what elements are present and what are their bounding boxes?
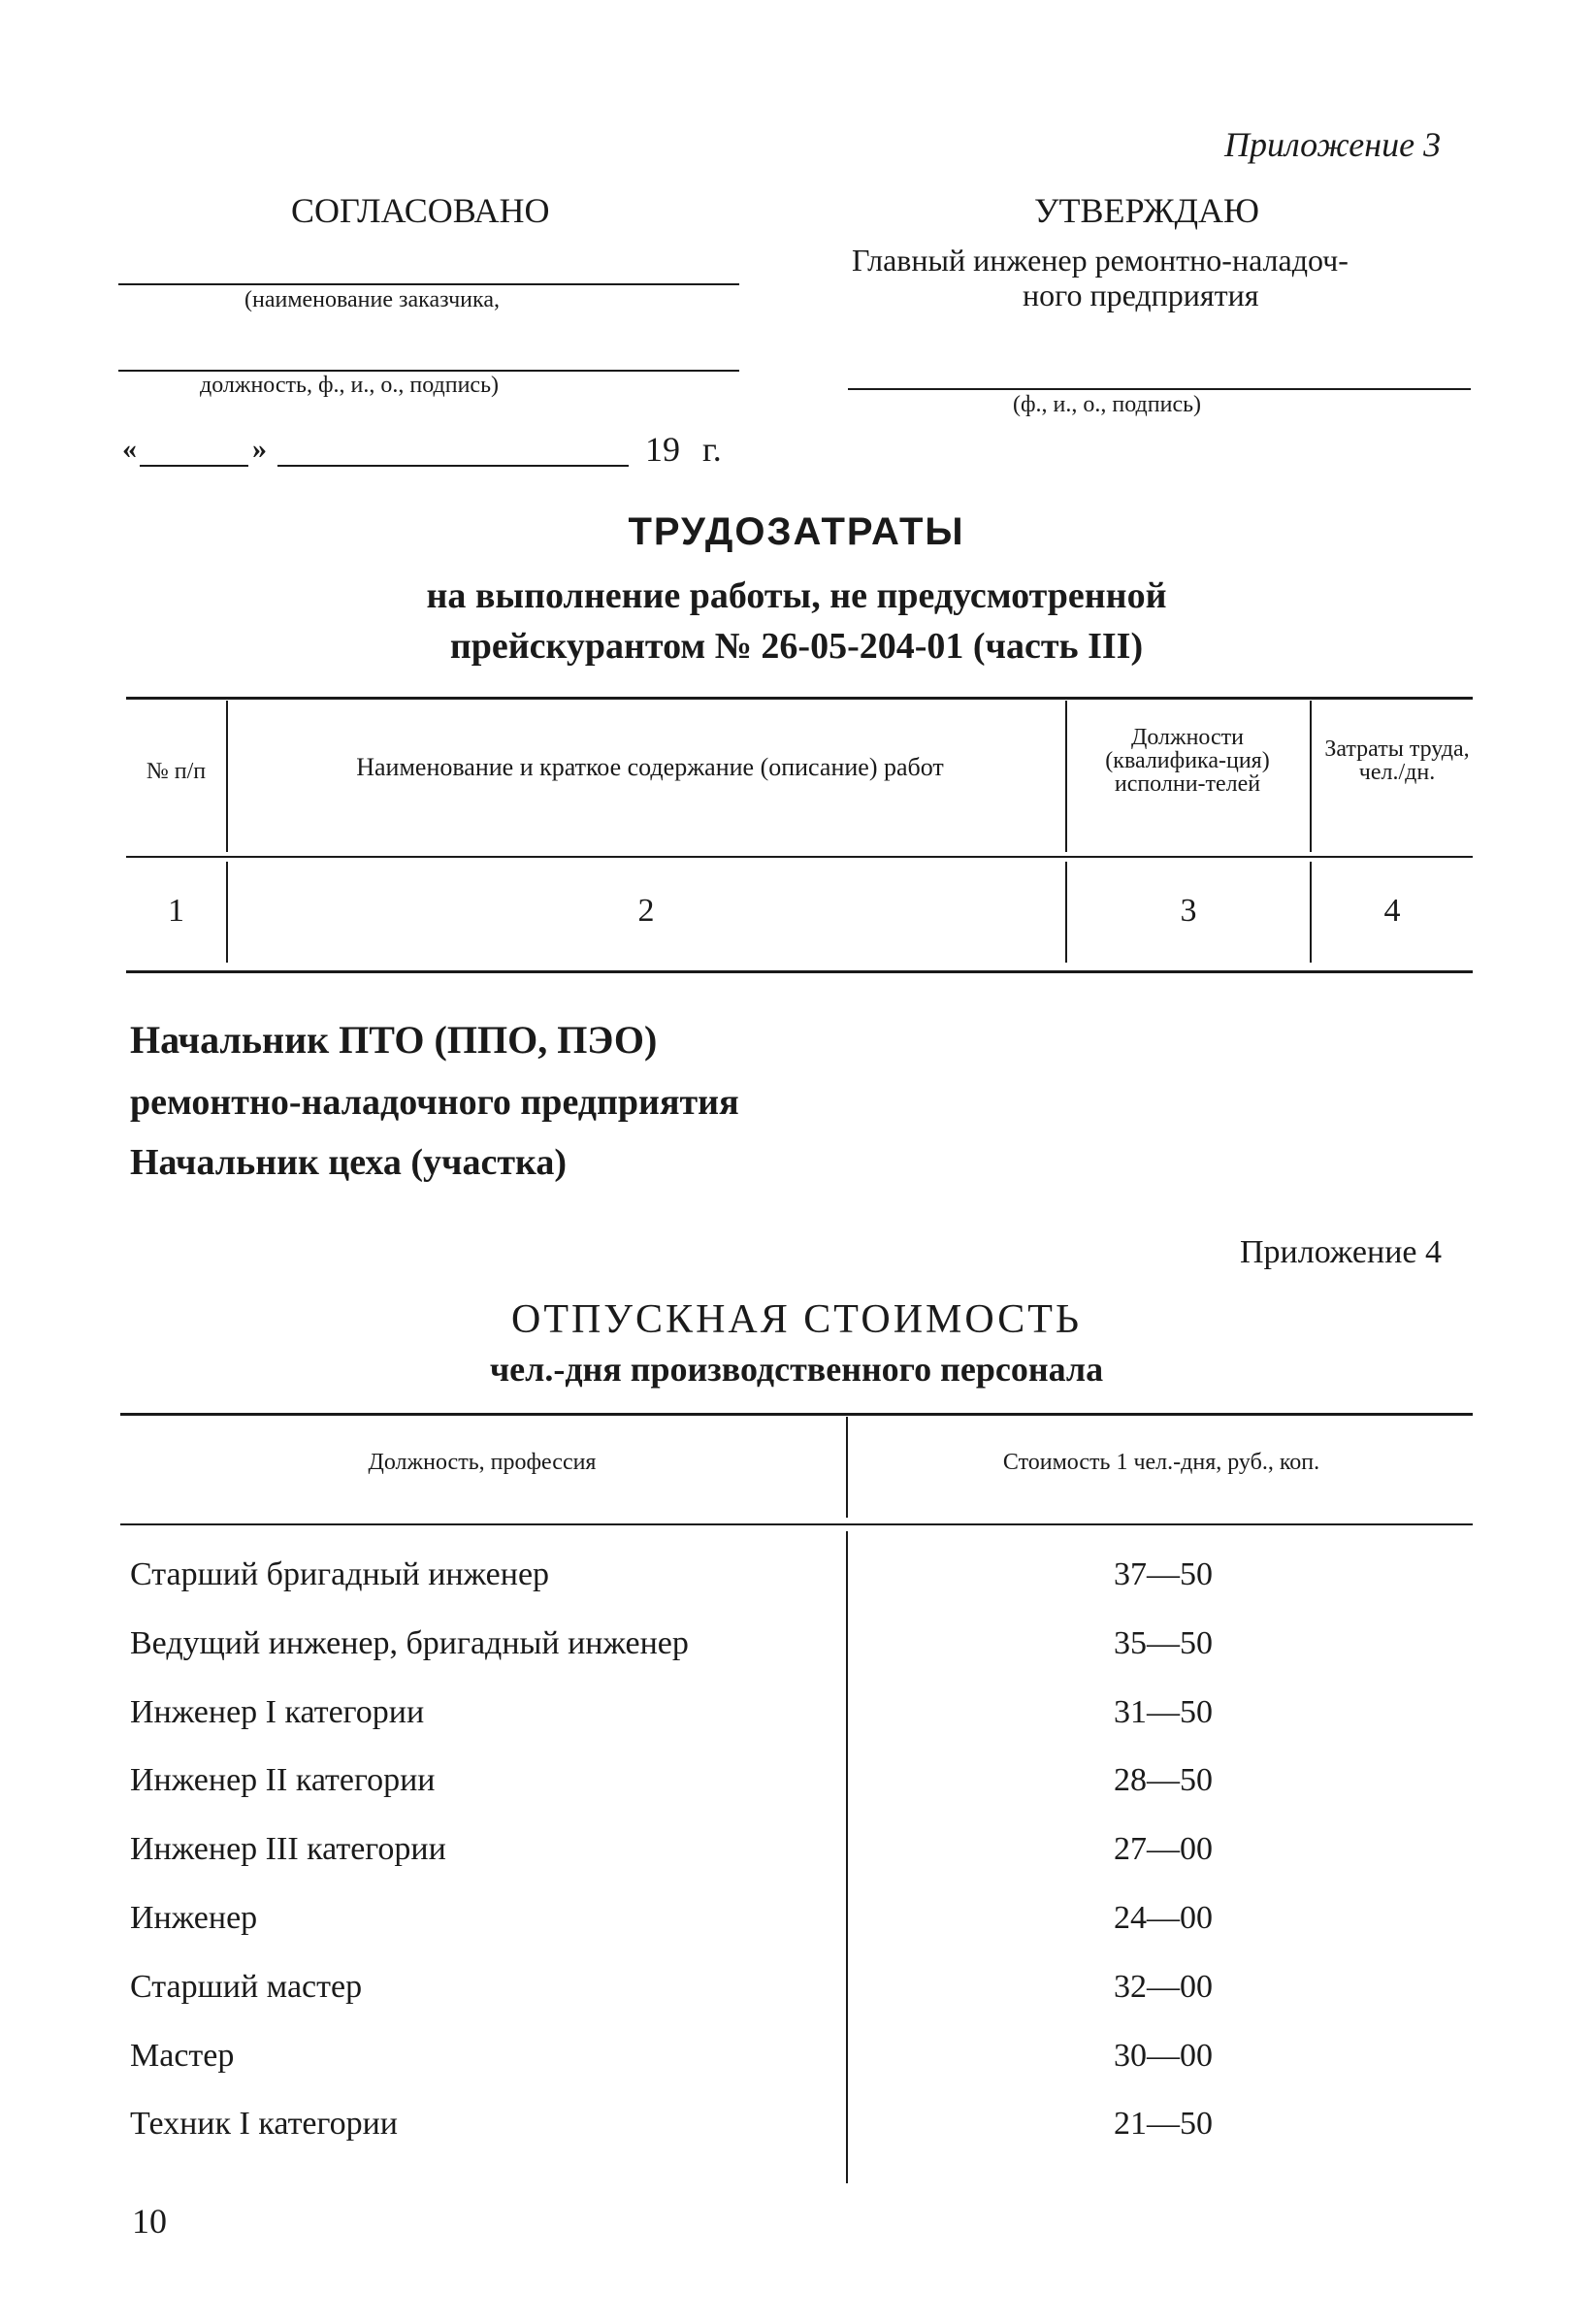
signatory-pto-head: Начальник ПТО (ППО, ПЭО) xyxy=(130,1018,658,1062)
approve-role-line1: Главный инженер ремонтно-наладоч- xyxy=(852,243,1349,278)
labor-col-number-2: 2 xyxy=(637,893,655,929)
cost-heading-title: ОТПУСКНАЯ СТОИМОСТЬ xyxy=(510,1297,1082,1342)
labor-table-bottom-rule xyxy=(126,970,1473,973)
approve-signature-caption: (ф., и., о., подпись) xyxy=(1013,392,1202,417)
cost-row-position: Мастер xyxy=(130,2038,235,2074)
appendix4-label: Приложение 4 xyxy=(1240,1234,1442,1270)
cost-table-header-rule xyxy=(120,1523,1473,1525)
approve-signature-line xyxy=(848,388,1471,390)
cost-row-position: Инженер xyxy=(130,1900,258,1936)
cost-row-value: 24—00 xyxy=(1114,1900,1213,1936)
cost-row-value: 31—50 xyxy=(1114,1694,1213,1730)
cost-row-position: Техник I категории xyxy=(130,2106,399,2142)
labor-col-header-name: Наименование и краткое содержание (описание) работ xyxy=(356,753,944,781)
cost-table-divider xyxy=(846,1417,848,1518)
approve-title: УТВЕРЖДАЮ xyxy=(1034,191,1260,230)
labor-col-number-4: 4 xyxy=(1383,893,1401,929)
labor-table-top-rule xyxy=(126,697,1473,700)
page-number: 10 xyxy=(132,2202,167,2241)
cost-heading-subtitle: чел.-дня производственного персонала xyxy=(489,1350,1104,1389)
labor-col-number-3: 3 xyxy=(1180,893,1197,929)
date-month-line xyxy=(277,465,629,467)
date-day-line xyxy=(140,465,248,467)
labor-table-divider xyxy=(226,701,228,852)
signatory-enterprise: ремонтно-наладочного предприятия xyxy=(130,1082,739,1123)
date-year: 19 г. xyxy=(645,430,722,469)
cost-col-header-position: Должность, профессия xyxy=(368,1450,597,1475)
cost-row-position: Инженер II категории xyxy=(130,1762,436,1798)
cost-row-value: 35—50 xyxy=(1114,1625,1213,1661)
position-caption: должность, ф., и., о., подпись) xyxy=(200,373,500,398)
cost-row-position: Инженер III категории xyxy=(130,1831,446,1867)
labor-heading-title: ТРУДОЗАТРАТЫ xyxy=(628,510,965,553)
approve-role-line2: ного предприятия xyxy=(1023,278,1259,312)
cost-row-position: Ведущий инженер, бригадный инженер xyxy=(130,1625,689,1661)
agreed-title: СОГЛАСОВАНО xyxy=(291,191,550,230)
cost-table-top-rule xyxy=(120,1413,1473,1416)
labor-col-number-1: 1 xyxy=(168,893,184,929)
cost-row-value: 28—50 xyxy=(1114,1762,1213,1798)
labor-heading-subtitle-2: прейскурантом № 26-05-204-01 (часть III) xyxy=(449,626,1144,667)
labor-table-divider xyxy=(1065,701,1067,852)
appendix3-label: Приложение 3 xyxy=(1224,125,1442,164)
customer-signature-line xyxy=(118,283,739,285)
cost-row-position: Старший бригадный инженер xyxy=(130,1556,550,1592)
cost-table-divider xyxy=(846,1531,848,2183)
cost-row-value: 32—00 xyxy=(1114,1969,1213,2005)
cost-row-position: Старший мастер xyxy=(130,1969,363,2005)
customer-caption: (наименование заказчика, xyxy=(244,287,500,312)
labor-col-header-number: № п/п xyxy=(146,759,207,784)
cost-row-value: 27—00 xyxy=(1114,1831,1213,1867)
labor-col-header-cost: Затраты труда, чел./дн. xyxy=(1324,736,1470,785)
labor-heading-subtitle-1: на выполнение работы, не предусмотренной xyxy=(426,575,1167,616)
labor-table-divider xyxy=(1310,701,1312,852)
cost-row-position: Инженер I категории xyxy=(130,1694,425,1730)
labor-col-header-position: Должности (квалифика-ция) исполни-телей xyxy=(1105,725,1270,797)
labor-table-header-rule xyxy=(126,856,1473,858)
cost-row-value: 37—50 xyxy=(1114,1556,1213,1592)
signatory-shop-head: Начальник цеха (участка) xyxy=(130,1142,567,1183)
date-close-quote: » xyxy=(252,433,267,465)
cost-col-header-cost: Стоимость 1 чел.-дня, руб., коп. xyxy=(1002,1450,1320,1475)
cost-row-value: 21—50 xyxy=(1114,2106,1213,2142)
date-open-quote: « xyxy=(122,433,137,465)
position-signature-line xyxy=(118,370,739,372)
cost-row-value: 30—00 xyxy=(1114,2038,1213,2074)
